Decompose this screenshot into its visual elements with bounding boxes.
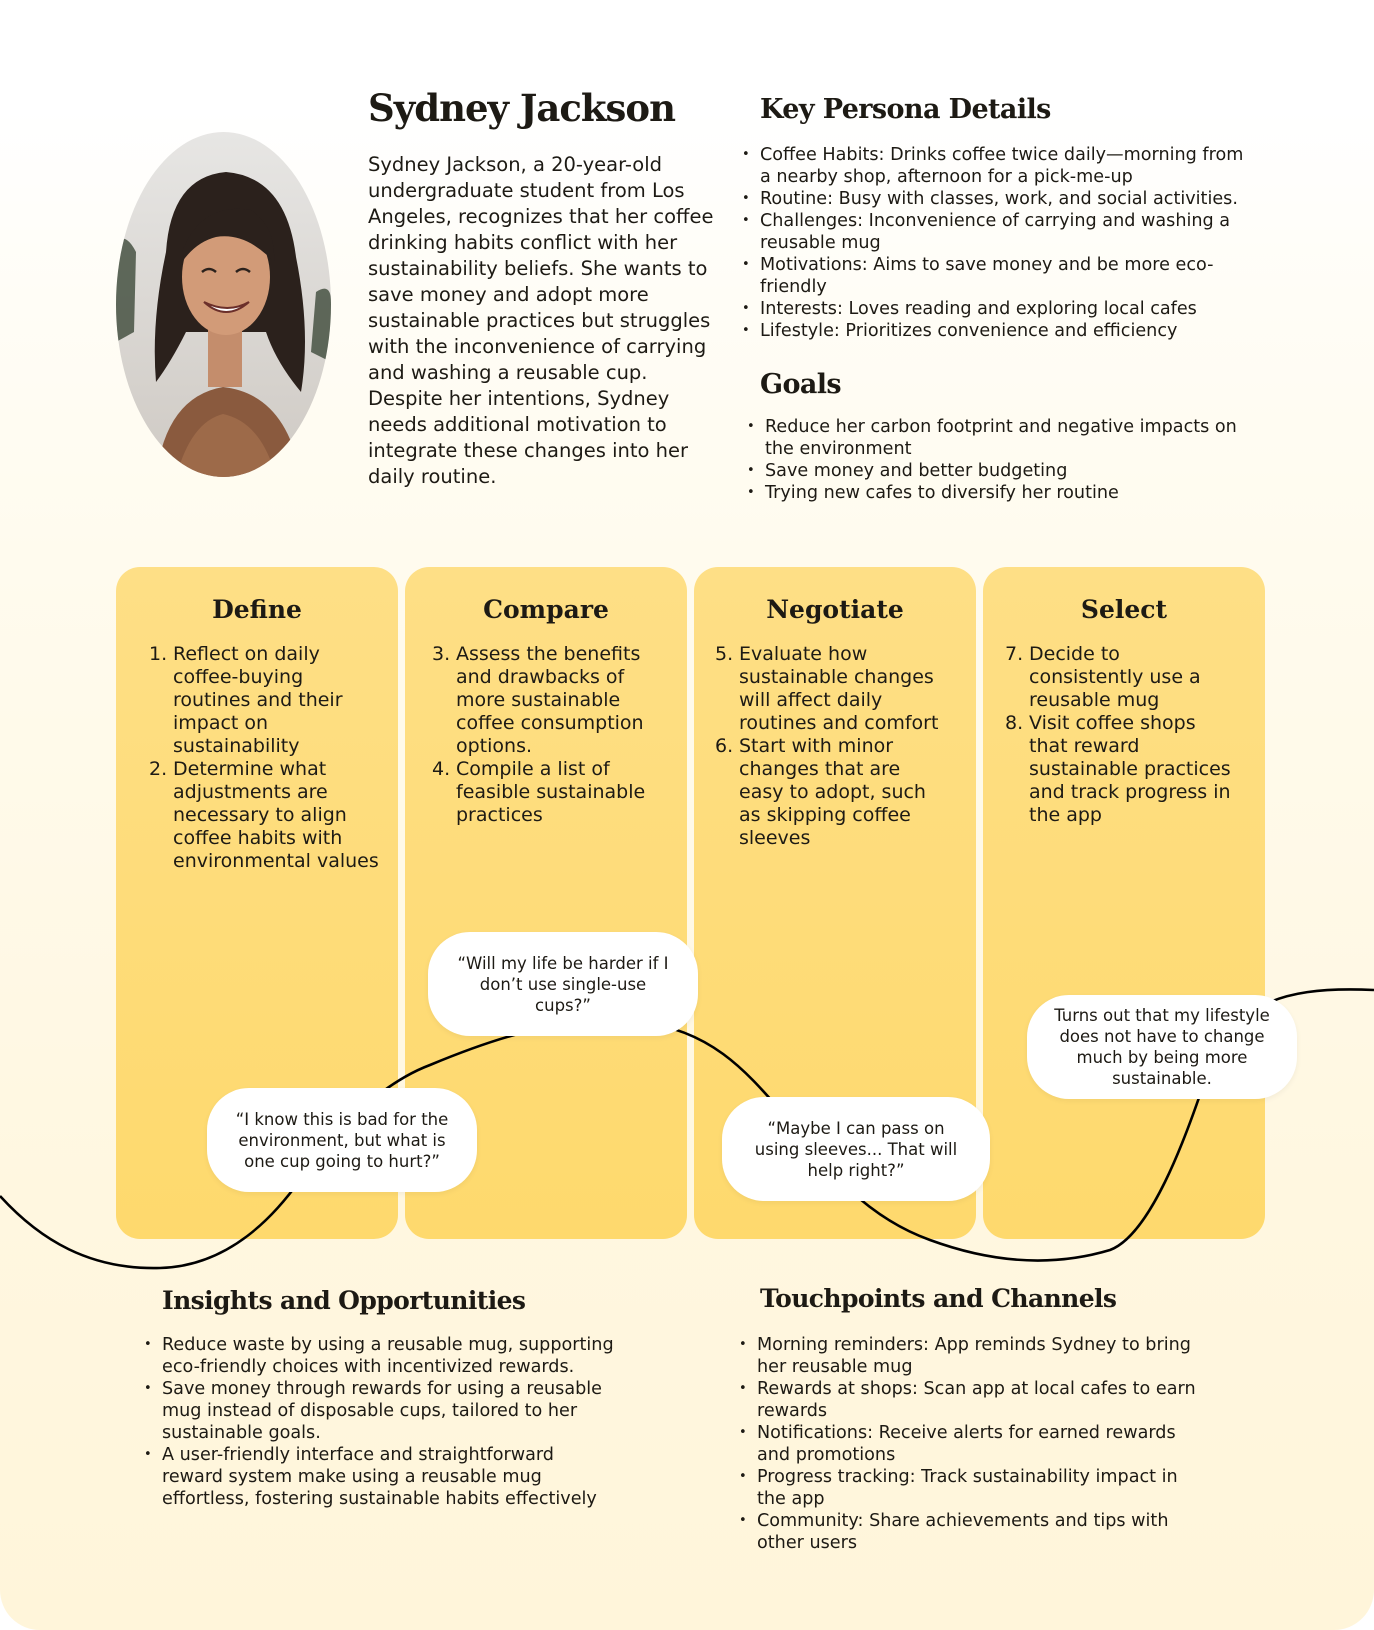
step-item: 7. Decide to consistently use a reusable mug (1005, 643, 1201, 711)
list-item: • Morning reminders: App reminds Sydney to bring her reusable mug (739, 1334, 1199, 1378)
list-item: • Challenges: Inconvenience of carrying and washing a reusable mug (742, 210, 1252, 254)
quote-bubble-select: Turns out that my lifestyle does not have to change much by being more sustainable. (1027, 995, 1297, 1099)
list-item: • Lifestyle: Prioritizes convenience and efficiency (742, 320, 1252, 342)
key-details-title: Key Persona Details (760, 94, 1051, 125)
list-item: • Motivations: Aims to save money and be more eco-friendly (742, 254, 1252, 298)
list-item: • A user-friendly interface and straightforward reward system make using a reusable mug effortless, fostering sustainable habits effectively (144, 1444, 620, 1510)
step-item: 3. Assess the benefits and drawbacks of more sustainable coffee consumption options. (432, 643, 644, 757)
list-item: • Reduce her carbon footprint and negative impacts on the environment (747, 416, 1237, 460)
stage-title: Select (1080, 595, 1168, 624)
quote-bubble-compare: “Will my life be harder if I don’t use single-use cups?” (428, 932, 698, 1036)
step-item: 5. Evaluate how sustainable changes will affect daily routines and comfort (715, 643, 939, 734)
step-item: 4. Compile a list of feasible sustainable practices (432, 758, 646, 826)
list-item: • Interests: Loves reading and exploring local cafes (742, 298, 1252, 320)
touchpoints-title: Touchpoints and Channels (760, 1284, 1117, 1313)
persona-bio: Sydney Jackson, a 20-year-old undergraduate student from Los Angeles, recognizes that her coffee drinking habits conflict with her sustainability beliefs. She wants to save money and adopt more sustainable practices but struggles with the inconvenience of carrying and washing a reusable cup. Despite her intentions, Sydney needs additional motivation to integrate these changes into her daily routine. (368, 153, 714, 488)
quote-bubble-negotiate: “Maybe I can pass on using sleeves... That will help right?” (722, 1097, 990, 1201)
stage-title: Define (212, 595, 302, 624)
step-item: 6. Start with minor changes that are easy to adopt, such as skipping coffee sleeves (715, 735, 926, 849)
list-item: • Routine: Busy with classes, work, and social activities. (742, 188, 1252, 210)
list-item: • Trying new cafes to diversify her routine (747, 482, 1237, 504)
stage-title: Negotiate (766, 595, 904, 624)
step-item: 1. Reflect on daily coffee-buying routines and their impact on sustainability (149, 643, 343, 757)
list-item: • Rewards at shops: Scan app at local cafes to earn rewards (739, 1378, 1199, 1422)
goals-title: Goals (760, 369, 842, 400)
persona-name: Sydney Jackson (368, 86, 675, 130)
insights-list (144, 1334, 620, 1510)
list-item: • Community: Share achievements and tips with other users (739, 1510, 1199, 1554)
insights-title: Insights and Opportunities (162, 1286, 526, 1315)
step-item: 2. Determine what adjustments are necessary to align coffee habits with environmental values (149, 758, 379, 872)
stage-title: Compare (483, 595, 609, 624)
list-item: • Save money through rewards for using a reusable mug instead of disposable cups, tailored to her sustainable goals. (144, 1378, 620, 1444)
list-item: • Coffee Habits: Drinks coffee twice daily—morning from a nearby shop, afternoon for a pick-me-up (742, 144, 1252, 188)
touchpoints-list (739, 1334, 1199, 1554)
list-item: • Save money and better budgeting (747, 460, 1237, 482)
list-item: • Notifications: Receive alerts for earned rewards and promotions (739, 1422, 1199, 1466)
list-item: • Progress tracking: Track sustainability impact in the app (739, 1466, 1199, 1510)
quote-bubble-define: “I know this is bad for the environment, but what is one cup going to hurt?” (207, 1088, 477, 1192)
step-item: 8. Visit coffee shops that reward sustainable practices and track progress in the app (1005, 712, 1231, 826)
list-item: • Reduce waste by using a reusable mug, supporting eco-friendly choices with incentivized rewards. (144, 1334, 620, 1378)
